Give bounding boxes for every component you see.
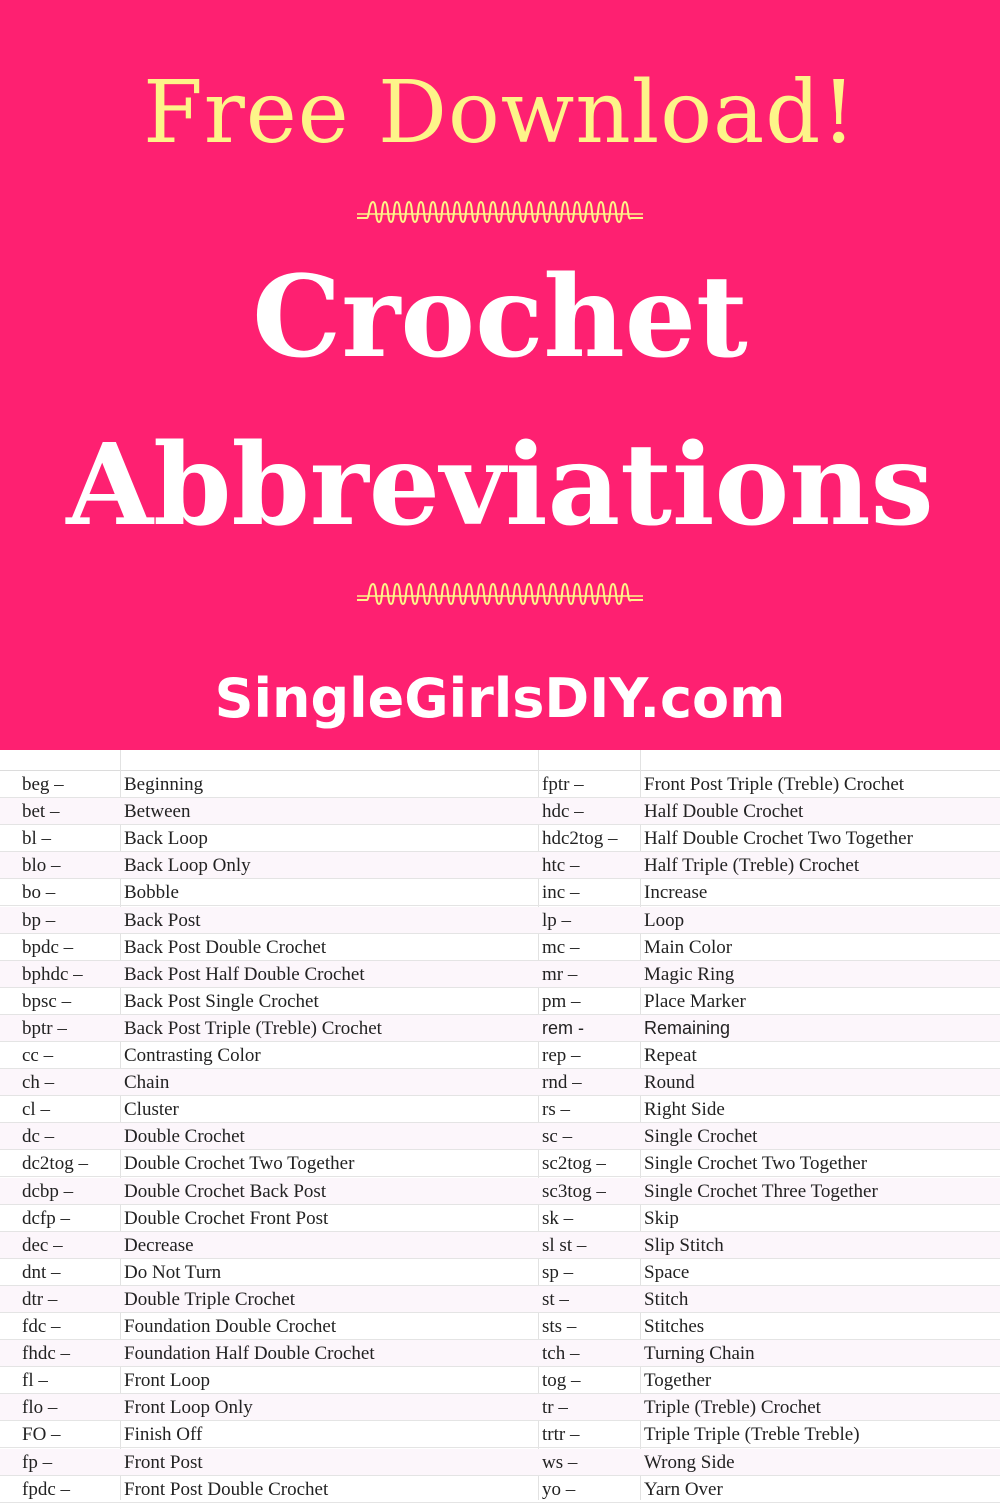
abbreviation-cell: dtr – — [22, 1288, 58, 1310]
abbreviation-cell: bet – — [22, 801, 60, 823]
abbreviation-cell: rs – — [542, 1099, 570, 1121]
abbreviation-cell: inc – — [542, 882, 580, 904]
meaning-cell: Place Marker — [644, 990, 746, 1012]
abbreviation-cell: fhdc – — [22, 1343, 71, 1365]
meaning-cell: Foundation Double Crochet — [124, 1316, 337, 1337]
table-row — [0, 798, 1000, 825]
meaning-cell: Front Loop — [124, 1370, 211, 1392]
abbreviation-cell: fpdc – — [22, 1478, 71, 1500]
table-row — [0, 771, 1000, 798]
table-row — [0, 1313, 1000, 1340]
meaning-cell: Together — [644, 1370, 712, 1392]
table-row — [0, 934, 1000, 961]
meaning-cell: Wrong Side — [644, 1451, 735, 1473]
table-row — [0, 852, 1000, 879]
abbreviation-cell: bpdc – — [22, 936, 74, 958]
table-row — [0, 1096, 1000, 1123]
meaning-cell: Slip Stitch — [644, 1234, 724, 1256]
abbreviation-cell: dc – — [22, 1126, 55, 1148]
abbreviation-cell: tch – — [542, 1343, 580, 1365]
table-row — [0, 1286, 1000, 1313]
abbreviation-cell: st – — [542, 1288, 569, 1310]
table-row — [0, 1150, 1000, 1177]
abbreviation-cell: cc – — [22, 1045, 54, 1066]
meaning-cell: Back Post Triple (Treble) Crochet — [124, 1017, 382, 1039]
abbreviation-cell: bphdc – — [22, 963, 83, 985]
table-row — [0, 1476, 1000, 1503]
abbreviation-cell: cl – — [22, 1099, 50, 1121]
meaning-cell: Magic Ring — [644, 963, 735, 985]
meaning-cell: Double Crochet Front Post — [124, 1207, 329, 1229]
table-row — [0, 1232, 1000, 1259]
meaning-cell: Loop — [644, 909, 685, 931]
abbreviation-cell: sc – — [542, 1126, 573, 1148]
meaning-cell: Half Double Crochet — [644, 801, 804, 823]
meaning-cell: Finish Off — [124, 1424, 203, 1446]
meaning-cell: Double Crochet — [124, 1126, 245, 1148]
meaning-cell: Skip — [644, 1207, 679, 1229]
abbreviation-cell: sl st – — [542, 1234, 587, 1256]
meaning-cell: Bobble — [124, 882, 179, 904]
title-banner — [0, 0, 1000, 750]
meaning-cell: Decrease — [124, 1234, 194, 1256]
meaning-cell: Stitches — [644, 1316, 705, 1337]
abbreviation-cell: sts – — [542, 1316, 577, 1337]
abbreviation-cell: fdc – — [22, 1316, 61, 1337]
abbreviation-cell: htc – — [542, 855, 580, 877]
table-row — [0, 1367, 1000, 1394]
table-row — [0, 1069, 1000, 1096]
meaning-cell: Chain — [124, 1072, 170, 1094]
abbreviation-cell: tr – — [542, 1397, 568, 1419]
meaning-cell: Repeat — [644, 1045, 697, 1066]
meaning-cell: Back Post Single Crochet — [124, 990, 319, 1012]
meaning-cell: Front Post Triple (Treble) Crochet — [644, 774, 905, 795]
meaning-cell: Front Post Double Crochet — [124, 1478, 329, 1500]
abbreviation-cell: sk – — [542, 1207, 574, 1229]
abbreviation-cell: dec – — [22, 1234, 63, 1256]
abbreviation-cell: hdc – — [542, 801, 584, 823]
meaning-cell: Double Crochet Two Together — [124, 1153, 355, 1175]
table-row — [0, 907, 1000, 934]
abbreviations-spreadsheet — [0, 750, 1000, 1500]
table-row — [0, 1394, 1000, 1421]
meaning-cell: Back Post Double Crochet — [124, 936, 327, 958]
meaning-cell: Back Post — [124, 909, 201, 931]
free-download-heading: Free Download! — [143, 63, 857, 163]
meaning-cell: Single Crochet — [644, 1126, 758, 1148]
abbreviation-cell: trtr – — [542, 1424, 580, 1446]
meaning-cell: Single Crochet Two Together — [644, 1153, 868, 1175]
meaning-cell: Do Not Turn — [124, 1261, 222, 1283]
abbreviation-cell: rnd – — [542, 1072, 582, 1094]
meaning-cell: Between — [124, 801, 191, 823]
site-url: SingleGirlsDIY.com — [214, 667, 786, 730]
squiggle-divider-top — [355, 196, 645, 230]
sheet-header-row — [0, 750, 1000, 771]
abbreviation-cell: mc – — [542, 936, 580, 958]
abbreviation-cell: rem - — [542, 1017, 584, 1038]
meaning-cell: Foundation Half Double Crochet — [124, 1343, 375, 1365]
abbreviation-cell: hdc2tog – — [542, 828, 618, 850]
meaning-cell: Contrasting Color — [124, 1045, 261, 1066]
abbreviation-cell: yo – — [542, 1478, 576, 1500]
table-row — [0, 1449, 1000, 1476]
meaning-cell: Back Post Half Double Crochet — [124, 963, 365, 985]
abbreviation-cell: beg – — [22, 774, 64, 795]
abbreviation-cell: bpsc – — [22, 990, 72, 1012]
title-line-2: Abbreviations — [66, 420, 934, 551]
table-row — [0, 1178, 1000, 1205]
abbreviation-cell: sc3tog – — [542, 1180, 606, 1202]
meaning-cell: Back Loop — [124, 828, 208, 850]
abbreviation-cell: fp – — [22, 1451, 53, 1473]
abbreviation-cell: dcfp – — [22, 1207, 71, 1229]
meaning-cell: Space — [644, 1261, 690, 1283]
table-row — [0, 879, 1000, 906]
meaning-cell: Double Crochet Back Post — [124, 1180, 327, 1202]
table-row — [0, 1042, 1000, 1069]
abbreviation-cell: dnt – — [22, 1261, 61, 1283]
table-row — [0, 1259, 1000, 1286]
meaning-cell: Beginning — [124, 774, 204, 795]
meaning-cell: Round — [644, 1072, 695, 1094]
meaning-cell: Front Loop Only — [124, 1397, 253, 1419]
abbreviation-cell: fptr – — [542, 774, 584, 795]
meaning-cell: Remaining — [644, 1017, 731, 1038]
table-row — [0, 1205, 1000, 1232]
meaning-cell: Front Post — [124, 1451, 203, 1473]
meaning-cell: Double Triple Crochet — [124, 1288, 295, 1310]
abbreviation-cell: lp – — [542, 909, 572, 931]
title-line-1: Crochet — [252, 252, 748, 383]
abbreviation-cell: dcbp – — [22, 1180, 74, 1202]
table-row — [0, 1015, 1000, 1042]
meaning-cell: Cluster — [124, 1099, 179, 1121]
abbreviation-cell: dc2tog – — [22, 1153, 88, 1175]
abbreviation-cell: blo – — [22, 855, 61, 877]
abbreviation-cell: rep – — [542, 1045, 581, 1066]
abbreviation-cell: sp – — [542, 1261, 574, 1283]
meaning-cell: Turning Chain — [644, 1343, 755, 1365]
meaning-cell: Stitch — [644, 1288, 689, 1310]
abbreviation-cell: pm – — [542, 990, 581, 1012]
table-row — [0, 961, 1000, 988]
meaning-cell: Main Color — [644, 936, 733, 958]
table-row — [0, 1340, 1000, 1367]
squiggle-divider-bottom — [355, 578, 645, 612]
table-row — [0, 988, 1000, 1015]
table-row — [0, 1123, 1000, 1150]
meaning-cell: Triple (Treble) Crochet — [644, 1397, 821, 1419]
meaning-cell: Single Crochet Three Together — [644, 1180, 878, 1202]
abbreviation-cell: flo – — [22, 1397, 58, 1419]
abbreviation-cell: mr – — [542, 963, 578, 985]
meaning-cell: Increase — [644, 882, 708, 904]
abbreviation-cell: sc2tog – — [542, 1153, 606, 1175]
abbreviation-cell: tog – — [542, 1370, 581, 1392]
abbreviation-cell: FO – — [22, 1424, 61, 1446]
abbreviation-cell: ws – — [542, 1451, 578, 1473]
abbreviation-cell: bl – — [22, 828, 52, 850]
abbreviation-cell: bptr – — [22, 1017, 67, 1039]
abbreviation-cell: bo – — [22, 882, 56, 904]
meaning-cell: Half Triple (Treble) Crochet — [644, 855, 860, 877]
meaning-cell: Yarn Over — [644, 1478, 723, 1500]
table-row — [0, 1421, 1000, 1448]
abbreviation-cell: fl – — [22, 1370, 48, 1392]
abbreviation-cell: ch – — [22, 1072, 55, 1094]
meaning-cell: Triple Triple (Treble Treble) — [644, 1424, 860, 1446]
abbreviation-cell: bp – — [22, 909, 56, 931]
table-row — [0, 825, 1000, 852]
meaning-cell: Half Double Crochet Two Together — [644, 828, 913, 850]
meaning-cell: Right Side — [644, 1099, 725, 1121]
meaning-cell: Back Loop Only — [124, 855, 251, 877]
